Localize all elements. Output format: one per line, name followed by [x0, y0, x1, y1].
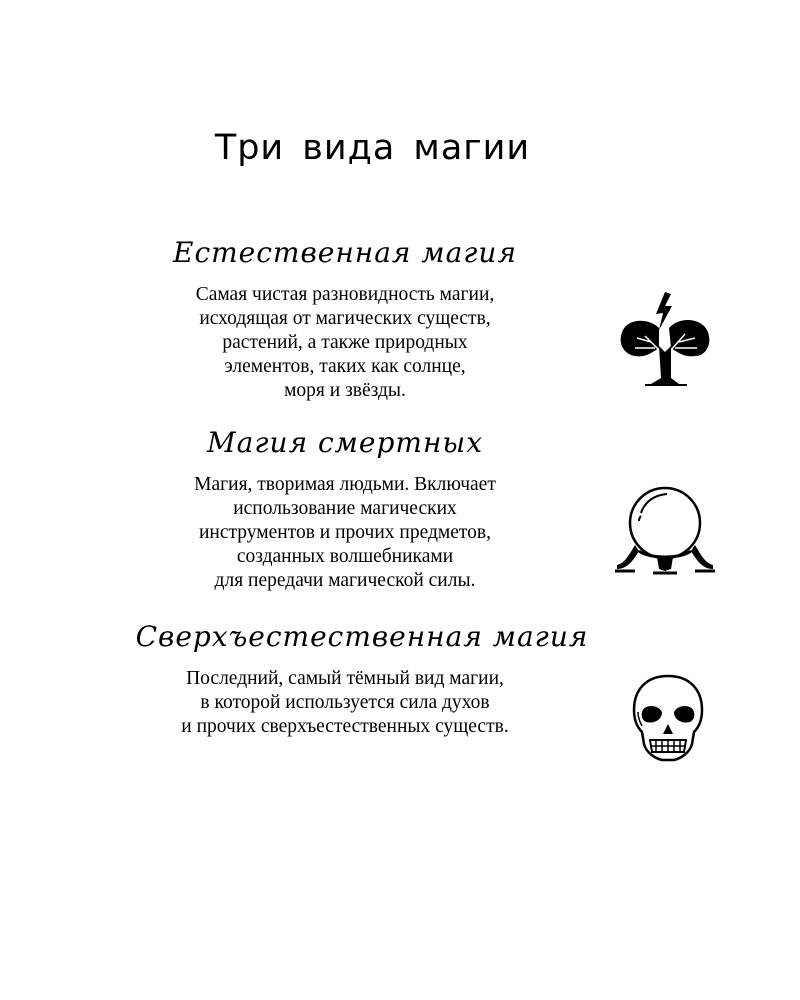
section-text — [0, 283, 690, 403]
crystal-ball-icon — [613, 485, 717, 577]
section-mortal-magic — [0, 426, 690, 593]
skull-icon — [628, 672, 708, 768]
section-text — [0, 667, 690, 739]
text-line: растений, а также природных — [222, 332, 468, 353]
text-line: инструментов и прочих предметов, — [198, 522, 491, 543]
text-line: моря и звёзды. — [284, 380, 406, 401]
text-line: для передачи магической силы. — [214, 570, 476, 591]
section-heading: Естественная магия — [173, 236, 517, 269]
text-line: исходящая от магических существ, — [199, 308, 491, 329]
text-line: созданных волшебниками — [236, 546, 454, 567]
section-text — [0, 473, 690, 593]
section-heading: Магия смертных — [207, 426, 483, 459]
page-title: Три вида магии — [214, 128, 531, 168]
text-line: в которой используется сила духов — [200, 692, 490, 713]
text-line: и прочих сверхъестественных существ. — [181, 716, 509, 737]
text-line: использование магических — [233, 498, 457, 519]
text-line: элементов, таких как солнце, — [224, 356, 466, 377]
section-heading: Сверхъестественная магия — [135, 620, 589, 653]
lightning-tree-icon — [615, 290, 715, 390]
text-line: Последний, самый тёмный вид магии, — [186, 668, 504, 689]
section-natural-magic — [0, 236, 690, 403]
text-line: Самая чистая разновидность магии, — [195, 284, 495, 305]
section-supernatural-magic — [0, 620, 724, 739]
text-line: Магия, творимая людьми. Включает — [194, 474, 496, 495]
